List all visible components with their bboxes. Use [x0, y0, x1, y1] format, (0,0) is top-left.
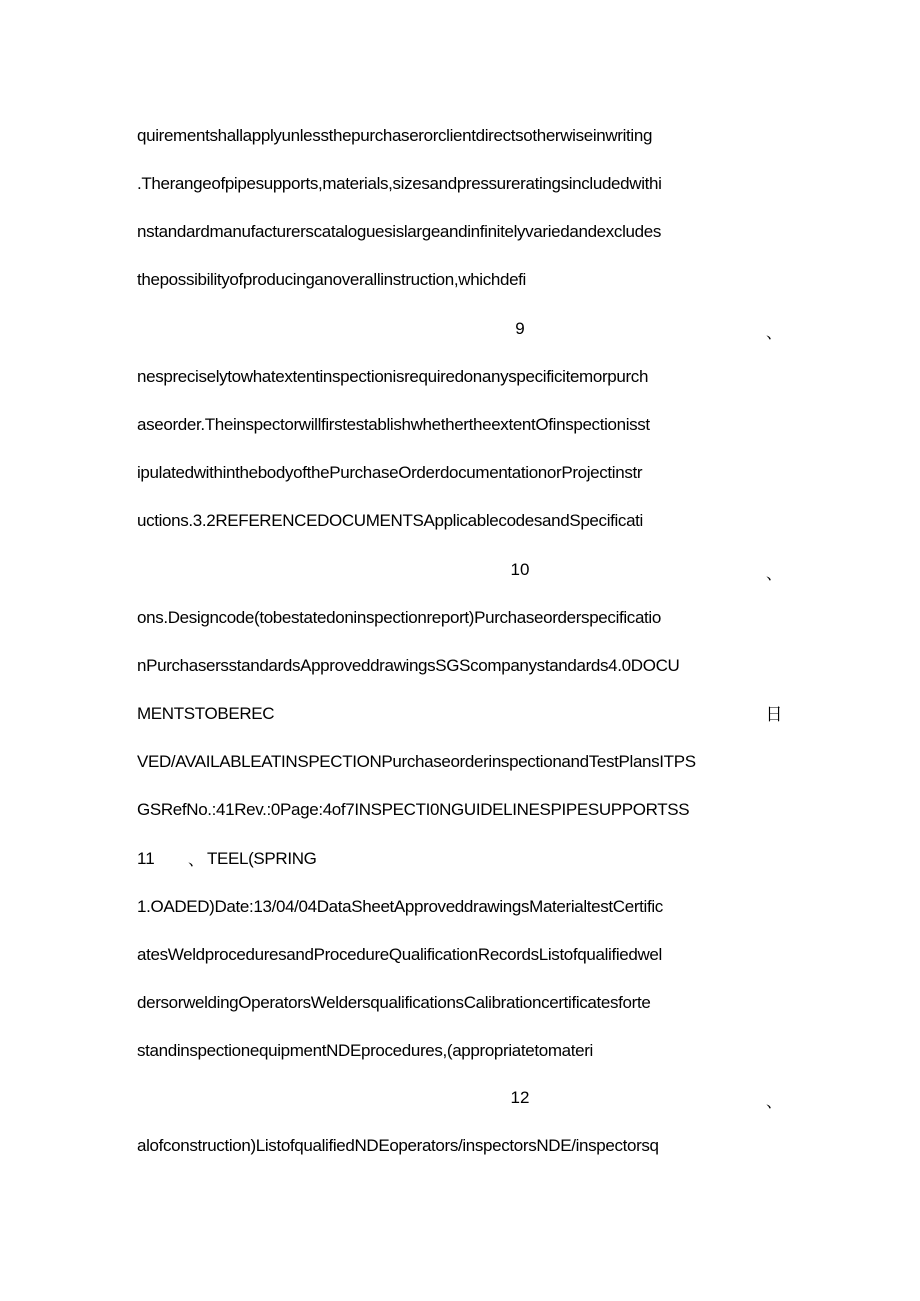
text-line: atesWeldproceduresandProcedureQualificationRecordsListofqualifiedwel — [137, 945, 662, 964]
text-line: uctions.3.2REFERENCEDOCUMENTSApplicablecodesandSpecificati — [137, 511, 643, 530]
page-number: 10 — [510, 560, 530, 579]
text-line: thepossibilityofproducinganoverallinstruction,whichdefi — [137, 270, 526, 289]
enumeration-mark: 、 — [765, 325, 782, 342]
page-number: 12 — [510, 1088, 530, 1107]
text-line: GSRefNo.:41Rev.:0Page:4of7INSPECTI0NGUIDELINESPIPESUPPORTSS — [137, 800, 690, 819]
text-line: MENTSTOBEREC — [137, 704, 275, 723]
enumeration-mark: 、 — [765, 566, 782, 583]
text-line: nstandardmanufacturerscataloguesislargeandinfinitelyvariedandexcludes — [137, 222, 661, 241]
text-line: TEEL(SPRING — [207, 849, 317, 868]
text-line: 1.OADED)Date:13/04/04DataSheetApproveddrawingsMaterialtestCertific — [137, 897, 663, 916]
text-line: standinspectionequipmentNDEprocedures,(appropriatetomateri — [137, 1041, 593, 1060]
page-number: 9 — [515, 319, 525, 338]
text-line: quirementshallapplyunlessthepurchaserorclientdirectsotherwiseinwriting — [137, 126, 653, 145]
text-line: nPurchasersstandardsApproveddrawingsSGScompanystandards4.0DOCU — [137, 656, 680, 675]
text-line: dersorweldingOperatorsWeldersqualificationsCalibrationcertificatesforte — [137, 993, 651, 1012]
enumeration-mark: 、 — [765, 1094, 782, 1111]
text-line: ons.Designcode(tobestatedoninspectionreport)Purchaseorderspecificatio — [137, 608, 661, 627]
page-number: 11 — [137, 849, 155, 868]
enumeration-mark: 、 — [188, 852, 205, 869]
text-line: .Therangeofpipesupports,materials,sizesandpressureratingsincludedwithi — [137, 174, 662, 193]
side-glyph: 日 — [765, 705, 783, 724]
text-line: aseorder.TheinspectorwillfirstestablishwhethertheextentOfinspectionisst — [137, 415, 650, 434]
text-line: VED/AVAILABLEATINSPECTIONPurchaseorderinspectionandTestPlansITPS — [137, 752, 696, 771]
text-line: alofconstruction)ListofqualifiedNDEoperators/inspectorsNDE/inspectorsq — [137, 1136, 659, 1155]
text-line: ipulatedwithinthebodyofthePurchaseOrderdocumentationorProjectinstr — [137, 463, 643, 482]
text-line: nespreciselytowhatextentinspectionisrequiredonanyspecificitemorpurch — [137, 367, 649, 386]
